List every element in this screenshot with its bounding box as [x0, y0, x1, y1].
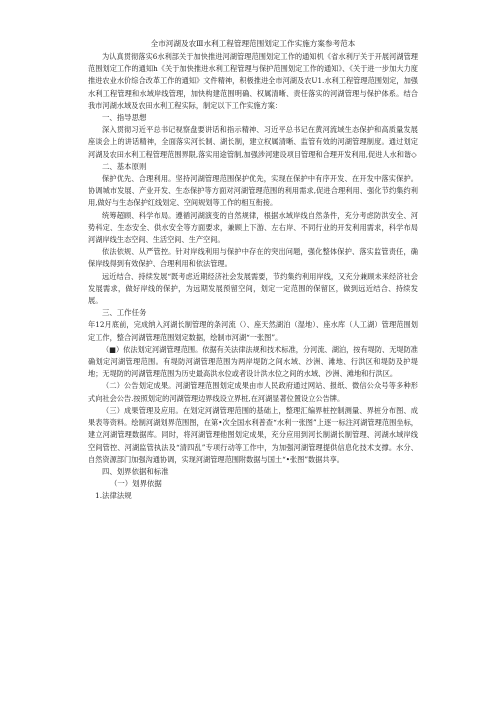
section-heading-guiding-ideology: 一、指导思想	[102, 113, 147, 123]
section-heading-basic-principles: 二、基本原则	[102, 161, 147, 171]
principle-paragraph-sustainable: 远近结合、持续发展“既考虑近期经济社会发展需要，节约集约利用岸线，又充分兼顾未来经济社会发展需求，做好岸线的保护，为远期发展预留空间，划定一定范围的保留区，做到远近结合、持续发展。	[88, 271, 418, 306]
tasks-paragraph-announcement: （二）公告划定成果。河湖管理范围划定成果由市人民政府通过网站、报纸、微信公众号等多种形式向社会公告.按照划定的河湖管理边界线设立界桩,在河湖显著位置设立公告牌。	[88, 381, 418, 403]
document-title: 全市河湖及农Ⅲ水利工程管理范围划定工作实施方案参考范本	[150, 39, 356, 48]
principle-paragraph-layout: 统筹超顾、科学布局。遵循河湖演变的自然规律，根据水域岸线自然条件，充分考虑防洪安全、河势科定、生态安全、供水安全等方面要求，兼顾上下游、左右岸、不同行业的开发利用需求，科学布局河湖岸线生态空间、生活空间、生产空间。	[88, 210, 418, 245]
intro-paragraph: 为认真贯彻落实6水利部关于加快推进河湖管理范围划定工作的通知机《省水利厅关于开展河湖管理范围划定工作的通知h《关于加快推进水利工程管理与保护范围划定工作的通知》、《关于进一步加大力度推进农业水价综合改革工作的通知》文件精神，积极推进全市河湖及农U1.水利工程管理范围划定，加强水利工程管理和水域岸线管理，加快构建范围明确、权属清晰、责任落实的河湖管理与保护体系。结合我市河湖水域及农田水利工程实际，制定以下工作实施方案：	[88, 52, 418, 110]
subsection-heading-laws: 1.法律法规	[95, 491, 132, 501]
section-heading-basis-standards: 四、划界依据和标准	[102, 466, 169, 476]
section-heading-tasks: 三、工作任务	[102, 308, 147, 318]
principle-paragraph-control: 依法依规、从严管控。针对岸线利用与保护中存在的突出问题，强化整体保护、落实监管责任，确保岸线得到有效保护、合理利用和依法管理。	[88, 247, 418, 269]
principle-paragraph-protection: 保护优先、合理利用。坚持河湖管理范围保护优先，实现在保护中有序开发、在开发中落实保护。协调城市发展、产业开发、生态保护等方面对河湖管理范围的利用需求,促进合理利用、强化节约集约利用,做好与生态保护红线划定、空间规划等工作的相互衔接。	[88, 174, 418, 208]
tasks-paragraph-application: （三）成果管理及应用。在划定河湖管理范围的基础上，整理汇编界桩控制测量、界桩分布图、成果表等资料。绘制河湖划界范围图，在第•次全国水利普查“水利一张图”上逐一标注河湖管理范围坐标，建立河湖管理数据库。同时，将河湖管理他图划定成果，充分应用到河长制湖长制管理、河湖水域岸线空间管控、河湖监管执法及“清四乱”专项行动等工作中，为加强河湖管理提供信息化技术支撑。水分、自然资源部门加强沟通协调，实现河湖管理范围附数据与国土“•张图”数据共享。	[88, 405, 418, 464]
guiding-ideology-paragraph: 深入贯彻习近平总书记视察盘要讲话和指示精神、习近平总书记在黄河流域生态保护和高质量发展座谈会上的讲话精神，全面落实河长制、湖长制，建立权属清晰、监管有效的河湖管理制度。通过划定河湖及农田水利工程管理范围界限,落实用途管制,加强涉河建设项目管理和合理开发利用,促进人水和谐◇	[88, 125, 418, 159]
tasks-paragraph-delineation: （■）依法划定河湖管理范围。依据有关法律法规和技术标准，分河流、湖泊，按有堤防、无堤防准确划定河湖管理范围。有堤防河湖管理范围为两岸堤防之间水域、沙洲、滩地、行洪区和堤防及护堤地；无堤防的河湖管理范围为历史最高洪水位或者设计洪水位之间的水域、沙洲、滩地和行洪区。	[88, 344, 418, 379]
subsection-heading-basis: （一）划界依据	[110, 479, 162, 489]
tasks-paragraph-deadline: 年12月底前，完成纳入河湖长制管理的条河流（）、座天然湖泊（湿地）、座水库（人工湖）管理范围划定工作，整合河湖管理范围划定数据，绘制市河湖“一张图”。	[88, 320, 418, 342]
document-page	[88, 38, 418, 503]
